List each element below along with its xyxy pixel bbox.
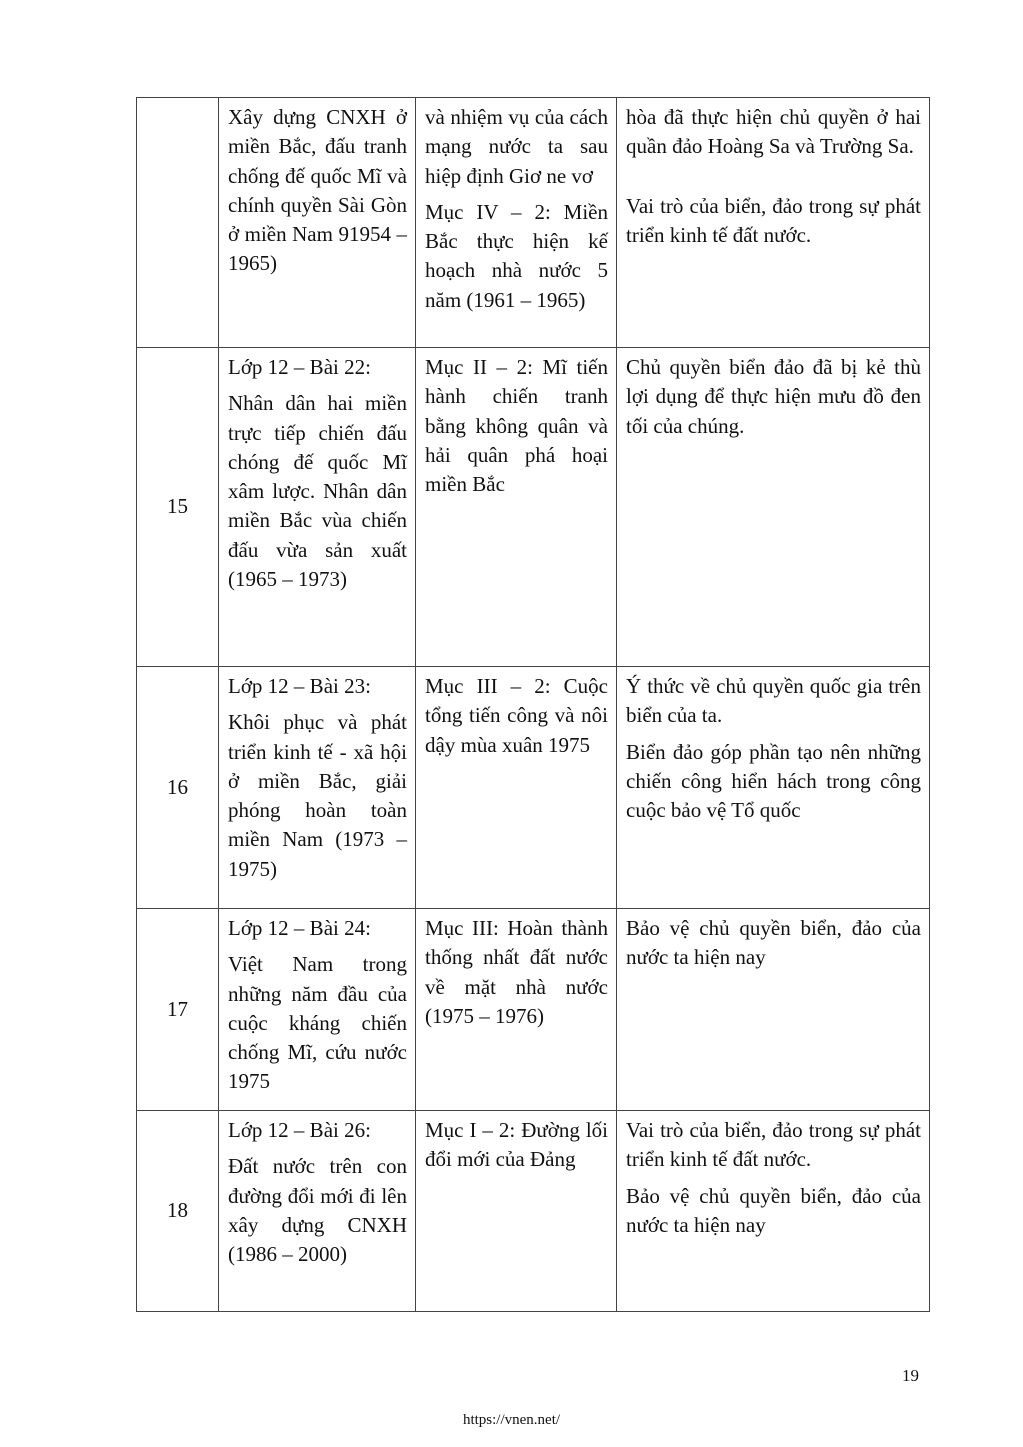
content-text: hòa đã thực hiện chủ quyền ở hai quần đảo Hoàng Sa và Trường Sa. [626,105,921,159]
section-cell [416,98,617,348]
content-cell [617,1111,930,1312]
section-cell [416,1111,617,1312]
lesson-heading: Lớp 12 – Bài 26: [228,1118,371,1142]
content-text: Vai trò của biển, đảo trong sự phát triển kinh tế đất nước. [626,193,921,247]
content-text: Vai trò của biển, đảo trong sự phát triển kinh tế đất nước. [626,1118,921,1172]
page-number: 19 [902,1366,919,1385]
row-number [137,98,219,348]
lesson-heading: Lớp 12 – Bài 22: [228,355,371,379]
table-row [137,1111,930,1312]
footer-url[interactable]: https://vnen.net/ [462,1412,561,1428]
content-text: Bảo vệ chủ quyền biển, đảo của nước ta hiện nay [626,916,921,970]
section-text: Mục III: Hoàn thành thống nhất đất nước về mặt nhà nước (1975 – 1976) [425,916,608,1028]
section-text: Mục IV – 2: Miền Bắc thực hiện kế hoạch nhà nước 5 năm (1961 – 1965) [425,199,608,312]
lesson-text: Nhân dân hai miền trực tiếp chiến đấu chóng đế quốc Mĩ xâm lược. Nhân dân miền Bắc vùa chiến đấu vừa sản xuất (1965 – 1973) [228,391,407,592]
content-text: Ý thức về chủ quyền quốc gia trên biển của ta. [626,674,921,728]
lesson-cell [219,909,416,1111]
content-text: Bảo vệ chủ quyền biển, đảo của nước ta hiện nay [626,1183,921,1237]
row-number: 16 [137,667,219,909]
lesson-heading: Lớp 12 – Bài 24: [228,916,371,940]
table-row [137,98,930,348]
content-text: Biển đảo góp phần tạo nên những chiến công hiển hách trong công cuộc bảo vệ Tổ quốc [626,739,921,823]
section-text: Mục III – 2: Cuộc tổng tiến công và nôi dậy mùa xuân 1975 [425,674,608,757]
section-text: Mục I – 2: Đường lối đổi mới của Đảng [425,1118,608,1172]
content-cell [617,98,930,348]
table-row [137,909,930,1111]
section-cell [416,909,617,1111]
lesson-cell [219,667,416,909]
table-row [137,667,930,909]
content-cell [617,348,930,667]
lesson-text: Khôi phục và phát triển kinh tế - xã hội ở miền Bắc, giải phóng hoàn toàn miền Nam (1973 – 1975) [228,710,407,881]
lesson-cell [219,348,416,667]
content-text: Chủ quyền biển đảo đã bị kẻ thù lợi dụng để thực hiện mưu đồ đen tối của chúng. [626,355,921,438]
section-cell [416,667,617,909]
row-number: 17 [137,909,219,1111]
lesson-cell [219,1111,416,1312]
row-number: 18 [137,1111,219,1312]
content-cell [617,909,930,1111]
lesson-cell [219,98,416,348]
section-cell [416,348,617,667]
lesson-text: Xây dựng CNXH ở miền Bắc, đấu tranh chống đế quốc Mĩ và chính quyền Sài Gòn ở miền Nam 91954 – 1965) [228,105,407,276]
lesson-text: Việt Nam trong những năm đầu của cuộc kháng chiến chống Mĩ, cứu nước 1975 [228,952,407,1094]
section-text: Mục II – 2: Mĩ tiến hành chiến tranh bằng không quân và hải quân phá hoại miền Bắc [425,355,608,497]
section-text: và nhiệm vụ của cách mạng nước ta sau hiệp định Giơ ne vơ [425,105,608,188]
row-number: 15 [137,348,219,667]
lesson-text: Đất nước trên con đường đổi mới đi lên xây dựng CNXH (1986 – 2000) [228,1154,407,1267]
table-row [137,348,930,667]
lesson-heading: Lớp 12 – Bài 23: [228,674,371,698]
curriculum-table [136,97,930,1312]
content-cell [617,667,930,909]
